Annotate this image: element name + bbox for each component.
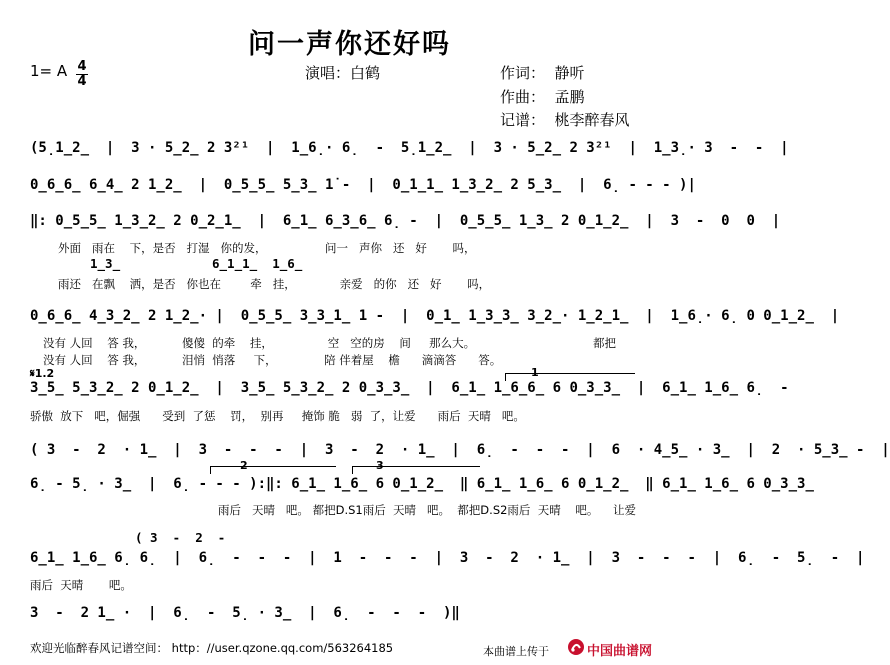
lyrics-row-8: 雨后 天晴 吧。 (30, 578, 132, 592)
site-name: 中国曲谱网 (587, 644, 653, 659)
footer-upload-label: 本曲谱上传于 (483, 645, 549, 658)
score-row-3-alt-1: 1̲3̲ (90, 256, 121, 271)
composer-credit: 作曲： 孟鹏 (500, 88, 585, 106)
site-logo-icon (567, 638, 585, 656)
ending-2-bracket (210, 466, 336, 467)
score-row-7: 6̣ - 5̣ · 3̲ | 6̣ - - - ):‖: 6̲1̲ 1̲6̲ 6 0̲1̲2̲ ‖ 6̲1̲ 1̲6̲ 6 0̲1̲2̲ ‖ 6̲1̲ 1̲6̲ 6 0̲3̲3̲ (30, 476, 814, 492)
key-signature: 1= A (30, 62, 68, 80)
score-row-3: ‖: 0̲5̲5̲ 1̲3̲2̲ 2 0̲2̲1̲ | 6̲1̲ 6̲3̲6̲ 6̣ - | 0̲5̲5̲ 1̲3̲ 2 0̲1̲2̲ | 3 - 0 0 | (30, 213, 781, 229)
score-row-1: (5̣1̲2̲ | 3 · 5̲2̲ 2 3²¹ | 1̲6̣· 6̣ - 5̣1̲2̲ | 3 · 5̲2̲ 2 3²¹ | 1̲3̣· 3 - - | (30, 140, 789, 156)
score-row-2: 0̲6̲6̲ 6̲4̲ 2 1̲2̲ | 0̲5̲5̲ 5̲3̲ 1̇ - | 0̲1̲1̲ 1̲3̲2̲ 2 5̲3̲ | 6̣ - - - )| (30, 177, 696, 193)
lyrics-row-4-verse-2: 没有 人回 答 我， 泪悄 悄落 下， 陪 伴着屋 檐 滴滴答 答。 (43, 353, 502, 367)
time-signature-top: 4 (77, 59, 87, 74)
score-row-8: 6̲1̲ 1̲6̲ 6̣ 6̣ | 6̣ - - - | 1 - - - | 3 - 2 · 1̲ | 3 - - - | 6̣ - 5̣ - | (30, 550, 865, 566)
lyrics-row-5: 骄傲 放下 吧，倔强 受到 了惩 罚， 别再 掩饰 脆 弱 了，让爱 雨后 天晴 吧。 (30, 409, 525, 423)
footer-welcome: 欢迎光临醉春风记谱空间： http：//user.qzone.qq.com/563264185 (30, 641, 394, 655)
segno-mark: 𝄋1.2 (30, 367, 55, 380)
ending-3-number: 3 (376, 459, 384, 472)
score-row-5: 3̲5̲ 5̲3̲2̲ 2 0̲1̲2̲ | 3̲5̲ 5̲3̲2̲ 2 0̲3̲3̲ | 6̲1̲ 1̲6̲6̲ 6 0̲3̲3̲ | 6̲1̲ 1̲6̲ 6̣ - (30, 380, 789, 396)
score-row-4: 0̲6̲6̲ 4̲3̲2̲ 2 1̲2̲· | 0̲5̲5̲ 3̲3̲1̲ 1 - | 0̲1̲ 1̲3̲3̲ 3̲2̲· 1̲2̲1̲ | 1̲6̣· 6̣ 0 0̲1̲2̲ | (30, 308, 840, 324)
score-row-9: 3 - 2 1̲ · | 6̣ - 5̣ · 3̲ | 6̣ - - - )‖ (30, 605, 460, 621)
lyrics-row-7: 雨后 天晴 吧。 都把D.S1雨后 天晴 吧。 都把D.S2雨后 天晴 吧。 让爱 (218, 503, 636, 517)
lyricist-credit: 作词： 静听 (500, 64, 585, 82)
ending-3-bracket (352, 466, 480, 467)
page-title: 问一声你还好吗 (248, 29, 451, 60)
ending-1-number: 1 (531, 366, 539, 379)
score-row-8-paren: ( 3 - 2 - (135, 530, 226, 545)
lyrics-row-3-verse-1: 外面 雨在 下，是否 打湿 你的发， 问一 声你 还 好 吗， (58, 241, 476, 255)
dufu-mark: 都把 (593, 336, 616, 350)
score-row-6: ( 3 - 2 · 1̲ | 3 - - - | 3 - 2 · 1̲ | 6̣ - - - | 6 · 4̲5̲ · 3̲ | 2 · 5̲3̲ - | (30, 442, 890, 458)
ending-3-bracket-left (352, 466, 353, 474)
ending-1-bracket (505, 373, 635, 374)
transcriber-credit: 记谱： 桃李醉春风 (500, 111, 630, 129)
singer-credit: 演唱：白鹤 (305, 64, 381, 82)
lyrics-row-3-verse-2: 雨还 在飘 洒，是否 你也在 牵 挂， 亲爱 的你 还 好 吗， (58, 277, 491, 291)
ending-2-bracket-left (210, 466, 211, 474)
ending-2-number: 2 (240, 459, 248, 472)
lyrics-row-4-verse-1: 没有 人回 答 我， 傻傻 的牵 挂， 空 空的房 间 那么大。 (43, 336, 476, 350)
time-signature-bottom: 4 (77, 74, 87, 89)
score-row-3-alt-2: 6̲1̲1̲ 1̲6̲ (212, 256, 303, 271)
